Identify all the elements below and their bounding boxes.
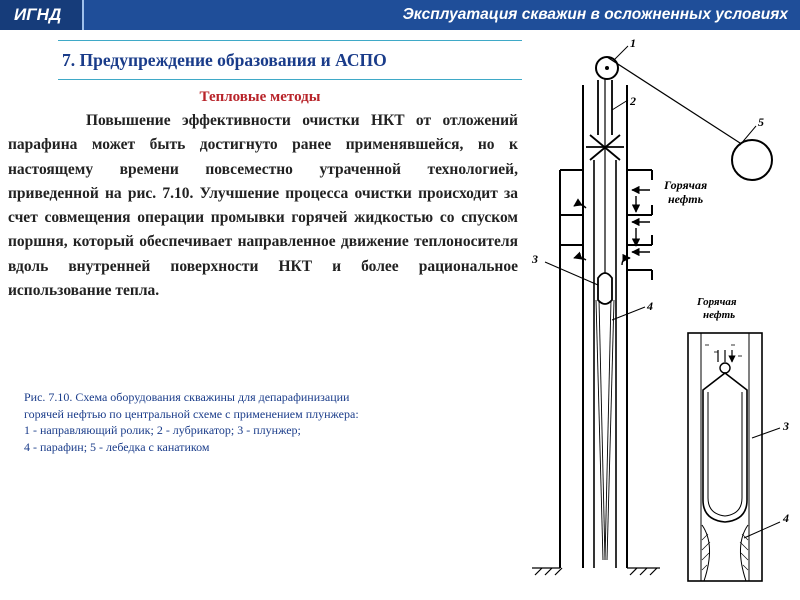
hot-oil-label-bottom: нефть <box>668 192 704 206</box>
cable-line <box>605 57 740 280</box>
label-5: 5 <box>758 115 764 129</box>
course-title: Эксплуатация скважин в осложненных условиях <box>402 6 788 23</box>
detail-hot-oil-bottom: нефть <box>703 309 736 321</box>
paraffin-deposit <box>596 300 614 560</box>
caption-line: Рис. 7.10. Схема оборудования скважины для депарафинизации <box>24 390 350 404</box>
header-org-block <box>0 0 84 30</box>
hot-oil-label-top: Горячая <box>664 178 708 192</box>
section-title: 7. Предупреждение образования и АСПО <box>62 50 387 70</box>
detail-label-4: 4 <box>783 511 789 525</box>
label-3: 3 <box>532 252 538 266</box>
title-rule-bottom <box>58 79 522 80</box>
figure-caption <box>24 389 359 456</box>
detail-label-3: 3 <box>783 419 789 433</box>
detail-hot-oil-top: Горячая <box>697 296 737 308</box>
header-bar <box>0 0 800 30</box>
plunger <box>598 273 612 304</box>
flow-arrows <box>574 190 650 265</box>
leader-lines <box>545 46 756 320</box>
subtitle: Тепловые методы <box>199 89 321 105</box>
label-4: 4 <box>647 299 653 313</box>
caption-line: 4 - парафин; 5 - лебедка с канатиком <box>24 440 210 455</box>
guide-roller <box>596 57 618 79</box>
ground-surface <box>532 568 660 575</box>
org-name: ИГНД <box>14 5 62 24</box>
label-2: 2 <box>630 94 636 108</box>
caption-line: горячей нефтью по центральной схеме с применением плунжера: <box>24 406 359 421</box>
plunger-detail <box>688 333 780 581</box>
title-rule-top <box>58 40 522 41</box>
body-paragraph: Повышение эффективности очистки НКТ от отложений парафина может быть достигнуто ранее применявшейся, но к настоящему времени повсеместно утраченной технологией, приведенной на рис. 7.10. Улучшение процесса очистки происходит за счет совмещения операции промывки горячей жидкостью со спуском поршня, который обеспечивает направленное движение теплоносителя вдоль внутренней поверхности НКТ и более рациональное использование тепла. <box>8 112 518 300</box>
label-1: 1 <box>630 36 636 50</box>
well-diagram <box>522 30 800 600</box>
well-casing <box>560 85 652 568</box>
caption-line: 1 - направляющий ролик; 2 - лубрикатор; 3 - плунжер; <box>24 423 301 438</box>
winch <box>732 140 772 180</box>
